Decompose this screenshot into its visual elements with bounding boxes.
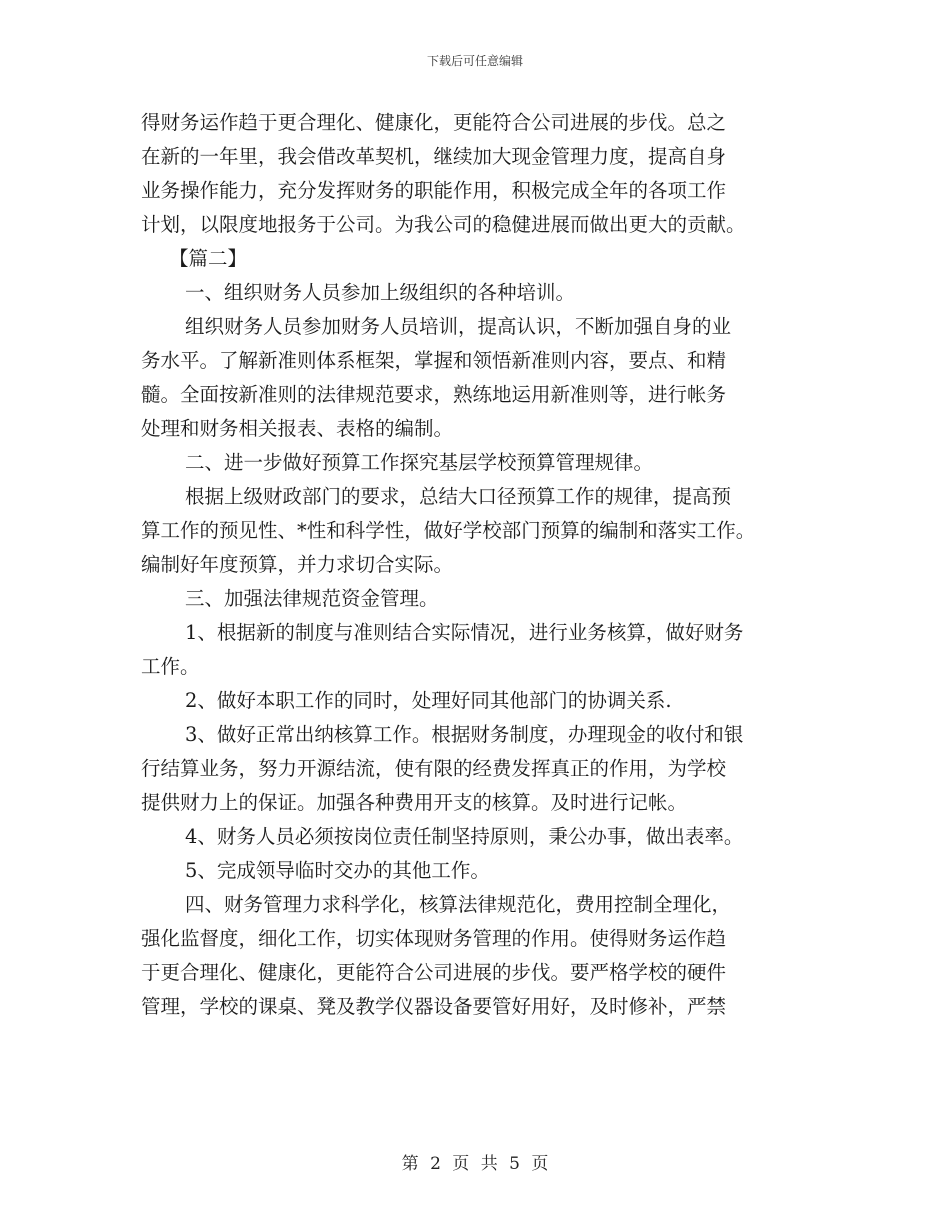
- text-line: 务水平。了解新准则体系框架，掌握和领悟新准则内容，要点、和精: [141, 349, 727, 372]
- text-line: 于更合理化、健康化，更能符合公司进展的步伐。要严格学校的硬件: [141, 961, 727, 984]
- text-line: 工作。: [141, 655, 200, 678]
- text-line: 1、根据新的制度与准则结合实际情况，进行业务核算，做好财务: [185, 621, 744, 644]
- text-line: 四、财务管理力求科学化，核算法律规范化，费用控制全理化，: [185, 893, 732, 916]
- text-line: 在新的一年里，我会借改革契机，继续加大现金管理力度，提高自身: [141, 145, 727, 168]
- text-line: 管理，学校的课桌、凳及教学仪器设备要管好用好，及时修补，严禁: [141, 995, 727, 1018]
- text-line: 算工作的预见性、*性和科学性，做好学校部门预算的编制和落实工作。: [141, 519, 756, 542]
- text-line: 二、进一步做好预算工作探究基层学校预算管理规律。: [185, 451, 654, 474]
- text-line: 4、财务人员必须按岗位责任制坚持原则，秉公办事，做出表率。: [185, 825, 744, 848]
- text-line: 业务操作能力，充分发挥财务的职能作用，积极完成全年的各项工作: [141, 179, 727, 202]
- page-number-footer: 第 2 页 共 5 页: [401, 1154, 549, 1174]
- text-line: 髓。全面按新准则的法律规范要求，熟练地运用新准则等，进行帐务: [141, 383, 727, 406]
- text-line: 2、做好本职工作的同时，处理好同其他部门的协调关系.: [185, 689, 672, 712]
- text-line: 根据上级财政部门的要求，总结大口径预算工作的规律，提高预: [185, 485, 732, 508]
- text-line: 行结算业务，努力开源结流，使有限的经费发挥真正的作用，为学校: [141, 757, 727, 780]
- text-line: 编制好年度预算，并力求切合实际。: [141, 553, 454, 576]
- text-line: 处理和财务相关报表、表格的编制。: [141, 417, 454, 440]
- text-line: 【篇二】: [169, 247, 248, 270]
- text-line: 三、加强法律规范资金管理。: [185, 587, 439, 610]
- text-line: 得财务运作趋于更合理化、健康化，更能符合公司进展的步伐。总之: [141, 111, 727, 134]
- text-line: 强化监督度，细化工作，切实体现财务管理的作用。使得财务运作趋: [141, 927, 727, 950]
- text-line: 提供财力上的保证。加强各种费用开支的核算。及时进行记帐。: [141, 791, 688, 814]
- text-line: 3、做好正常出纳核算工作。根据财务制度，办理现金的收付和银: [185, 723, 744, 746]
- page-header: 下载后可任意编辑: [426, 54, 523, 68]
- text-line: 一、组织财务人员参加上级组织的各种培训。: [185, 281, 576, 304]
- text-line: 5、完成领导临时交办的其他工作。: [185, 859, 490, 882]
- text-line: 计划，以限度地报务于公司。为我公司的稳健进展而做出更大的贡献。: [141, 213, 746, 236]
- document-body: [141, 106, 813, 1024]
- text-line: 组织财务人员参加财务人员培训，提高认识，不断加强自身的业: [185, 315, 732, 338]
